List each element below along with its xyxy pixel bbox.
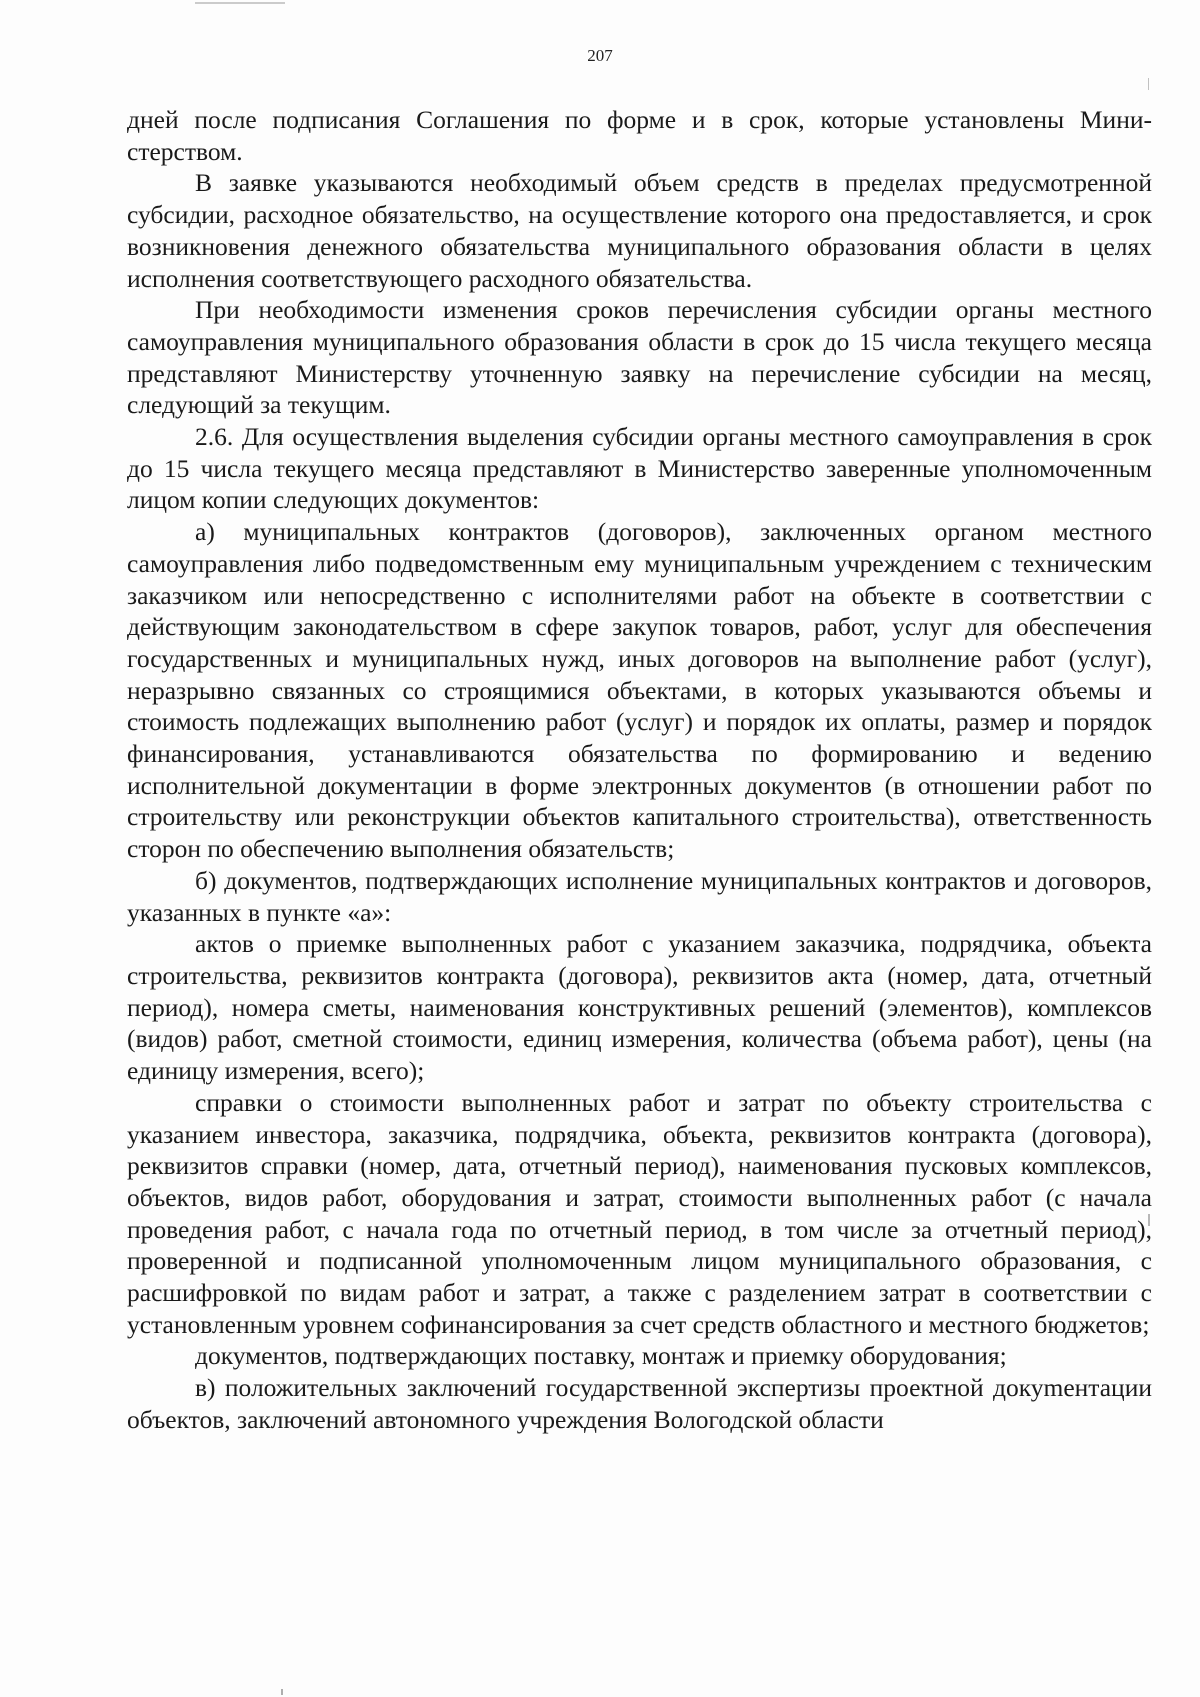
paragraph-item-a: а) муниципальных контрактов (договоров), заключенных органом местного самоуправления либо подведомственным ему муниципальным учреждением с техническим заказчиком или непосредственно с исполнителями работ на объекте в соответствии с действующим законодательством в сфере закупок товаров, работ, услуг для обеспечения государственных и муниципальных нужд, иных договоров на выполнение работ (услуг), неразрывно связанных со строящимися объектами, в которых указываются объемы и стоимость подлежащих выполнению работ (услуг) и порядок их оплаты, размер и порядок финансирования, устанавливаются обязательства по формированию и ведению исполнительной документации в форме электронных документов (в отношении работ по строительству или реконструкции объектов капитального строительства), ответственность сторон по обеспечению выполнения обязательств;	[127, 517, 1152, 864]
paragraph-application-contents: В заявке указываются необходимый объем средств в пределах предусмотренной субсидии, расходное обязательство, на осуществление которого она предоставляется, и срок возникновения денежного обязательства муниципального образования области в целях исполнения соответствующего расходного обязательства.	[127, 168, 1152, 293]
paragraph-cost-certificates: справки о стоимости выполненных работ и затрат по объекту строительства с указанием инвестора, заказчика, подрядчика, объекта, реквизитов контракта (договора), реквизитов справки (номер, дата, отчетный период), наименования пусковых комплексов, объектов, видов работ, оборудования и затрат, стоимости выполненных работ (с начала проведения работ, с начала года по отчетный период, в том числе за отчетный период), проверенной и подписанной уполномоченным лицом муниципального образования, с расшифровкой по видам работ и затрат, а также с разделением затрат в соответствии с установленным уровнем софинансирования за счет средств областного и местного бюджетов;	[127, 1087, 1152, 1339]
scan-artifact-bottom	[281, 1689, 283, 1695]
paragraph-acceptance-acts: актов о приемке выполненных работ с указанием заказчика, подрядчика, объекта строительства, реквизитов контракта (договора), реквизитов акта (номер, дата, отчетный период), номера сметы, наименования конструктивных решений (элементов), комплексов (видов) работ, сметной стоимости, единиц измерения, количества (объема работ), цены (на единицу измерения, всего);	[127, 929, 1152, 1086]
paragraph-term-changes: При необходимости изменения сроков перечисления субсидии органы местного самоуправления муниципального образования области в срок до 15 числа текущего месяца представляют Министерству уточненную заявку на перечисление субсидии на месяц, следующий за текущим.	[127, 295, 1152, 420]
document-body	[127, 104, 1152, 1436]
scan-artifact-top	[195, 2, 285, 4]
scan-artifact-right	[1148, 78, 1149, 90]
paragraph-item-v: в) положительных заключений государственной экспертизы проектной докуmентации объектов, заключений автономного учреждения Вологодской области	[127, 1373, 1152, 1434]
paragraph-clause-2-6: 2.6. Для осуществления выделения субсидии органы местного самоуправления в срок до 15 числа текущего месяца представляют в Министерство заверенные уполномоченным лицом копии следующих документов:	[127, 422, 1152, 515]
paragraph-item-b: б) документов, подтверждающих исполнение муниципальных контрактов и договоров, указанных в пункте «а»:	[127, 865, 1152, 927]
paragraph-continuation: дней после подписания Соглашения по форме и в срок, которые установлены Министерством.	[127, 105, 1152, 166]
page-number: 207	[587, 46, 613, 65]
paragraph-equipment-documents: документов, подтверждающих поставку, монтаж и приемку оборудования;	[195, 1341, 1007, 1371]
